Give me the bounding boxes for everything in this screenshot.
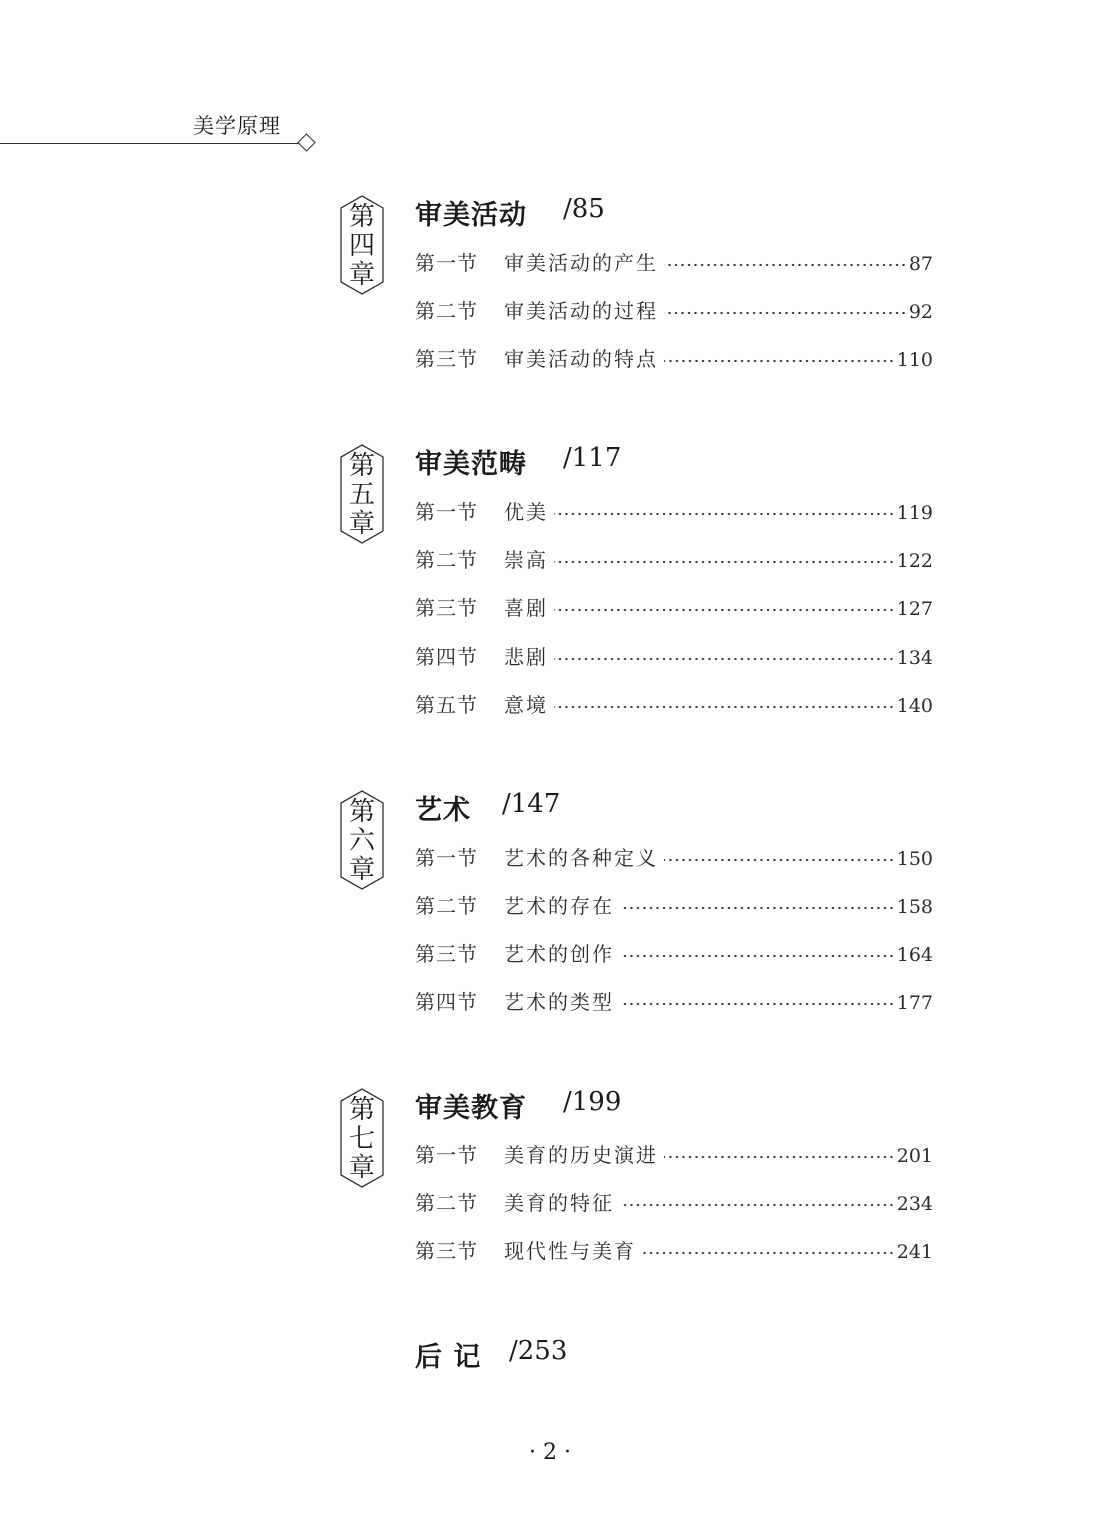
section-page: 110 <box>896 349 933 371</box>
section-page: 158 <box>896 896 933 918</box>
section-number: 第三节 <box>415 942 478 966</box>
section-title: 美育的特征 <box>504 1191 614 1215</box>
chapter-page: /199 <box>563 1087 622 1117</box>
badge-char: 第 <box>348 451 375 481</box>
badge-char: 七 <box>348 1124 375 1154</box>
page-number: · 2 · <box>529 1440 571 1465</box>
section-number: 第三节 <box>415 347 478 371</box>
section-page: 241 <box>896 1241 933 1263</box>
chapter-title[interactable]: 艺术 <box>415 795 471 826</box>
toc-entry[interactable] <box>415 842 933 872</box>
chapter-page: /85 <box>563 194 605 224</box>
toc-entry[interactable] <box>415 689 933 719</box>
toc-entry[interactable] <box>415 1187 933 1217</box>
postscript-title[interactable]: 后 记 <box>415 1342 482 1373</box>
toc-entry[interactable] <box>415 641 933 671</box>
section-title: 审美活动的产生 <box>504 251 658 275</box>
toc-entry[interactable] <box>415 295 933 325</box>
chapter-title[interactable]: 审美教育 <box>415 1093 527 1124</box>
section-number: 第二节 <box>415 299 478 323</box>
dot-leader <box>620 906 895 910</box>
section-page: 119 <box>896 502 933 524</box>
section-number: 第一节 <box>415 251 478 275</box>
chapter-title[interactable]: 审美活动 <box>415 200 527 231</box>
badge-char: 章 <box>348 260 375 290</box>
section-number: 第一节 <box>415 500 478 524</box>
dot-leader <box>664 858 895 862</box>
section-number: 第三节 <box>415 1239 478 1263</box>
toc-entry[interactable] <box>415 592 933 622</box>
section-title: 艺术的创作 <box>504 942 614 966</box>
chapter-badge <box>340 444 384 544</box>
section-page: 201 <box>896 1145 933 1167</box>
dot-leader <box>554 705 895 709</box>
section-number: 第五节 <box>415 693 478 717</box>
dot-leader <box>664 263 907 267</box>
toc-entry[interactable] <box>415 938 933 968</box>
section-page: 234 <box>896 1193 933 1215</box>
dot-leader <box>620 1203 895 1207</box>
badge-char: 章 <box>348 855 375 885</box>
dot-leader <box>664 1155 895 1159</box>
section-page: 87 <box>908 253 933 275</box>
chapter-badge <box>340 790 384 890</box>
toc-entry[interactable] <box>415 1235 933 1265</box>
section-title: 意境 <box>504 693 548 717</box>
section-page: 92 <box>908 301 933 323</box>
section-number: 第二节 <box>415 894 478 918</box>
section-page: 177 <box>896 992 933 1014</box>
toc-entry[interactable] <box>415 544 933 574</box>
chapter-title[interactable]: 审美范畴 <box>415 449 527 480</box>
section-title: 喜剧 <box>504 596 548 620</box>
section-number: 第二节 <box>415 548 478 572</box>
toc-entry[interactable] <box>415 343 933 373</box>
badge-char: 五 <box>348 480 375 510</box>
section-title: 艺术的存在 <box>504 894 614 918</box>
section-title: 艺术的各种定义 <box>504 846 658 870</box>
badge-char: 第 <box>348 1095 375 1125</box>
header-rule <box>0 143 300 144</box>
toc-entry[interactable] <box>415 247 933 277</box>
section-page: 150 <box>896 848 933 870</box>
dot-leader <box>642 1251 895 1255</box>
dot-leader <box>554 608 895 612</box>
badge-char: 章 <box>348 509 375 539</box>
section-title: 审美活动的特点 <box>504 347 658 371</box>
section-number: 第一节 <box>415 1143 478 1167</box>
section-title: 审美活动的过程 <box>504 299 658 323</box>
chapter-page: /147 <box>502 789 561 819</box>
badge-char: 四 <box>348 231 375 261</box>
section-page: 164 <box>896 944 933 966</box>
badge-char: 第 <box>348 202 375 232</box>
section-page: 127 <box>896 598 933 620</box>
section-title: 现代性与美育 <box>504 1239 636 1263</box>
section-number: 第四节 <box>415 990 478 1014</box>
chapter-badge <box>340 1088 384 1188</box>
section-page: 134 <box>896 647 933 669</box>
chapter-page: /117 <box>563 443 622 473</box>
section-title: 美育的历史演进 <box>504 1143 658 1167</box>
section-number: 第二节 <box>415 1191 478 1215</box>
section-title: 艺术的类型 <box>504 990 614 1014</box>
section-number: 第一节 <box>415 846 478 870</box>
badge-char: 六 <box>348 826 375 856</box>
section-title: 崇高 <box>504 548 548 572</box>
running-head: 美学原理 <box>193 114 281 138</box>
section-page: 122 <box>896 550 933 572</box>
chapter-badge <box>340 195 384 295</box>
badge-char: 第 <box>348 797 375 827</box>
dot-leader <box>554 657 895 661</box>
dot-leader <box>554 512 895 516</box>
section-title: 优美 <box>504 500 548 524</box>
section-page: 140 <box>896 695 933 717</box>
badge-char: 章 <box>348 1153 375 1183</box>
dot-leader <box>664 359 895 363</box>
toc-entry[interactable] <box>415 496 933 526</box>
section-number: 第三节 <box>415 596 478 620</box>
diamond-ornament-icon <box>297 133 315 151</box>
section-title: 悲剧 <box>504 645 548 669</box>
dot-leader <box>554 560 895 564</box>
dot-leader <box>664 311 907 315</box>
dot-leader <box>620 954 895 958</box>
section-number: 第四节 <box>415 645 478 669</box>
toc-entry[interactable] <box>415 986 933 1016</box>
postscript-page: /253 <box>509 1336 568 1366</box>
dot-leader <box>620 1002 895 1006</box>
toc-entry[interactable] <box>415 1139 933 1169</box>
toc-entry[interactable] <box>415 890 933 920</box>
